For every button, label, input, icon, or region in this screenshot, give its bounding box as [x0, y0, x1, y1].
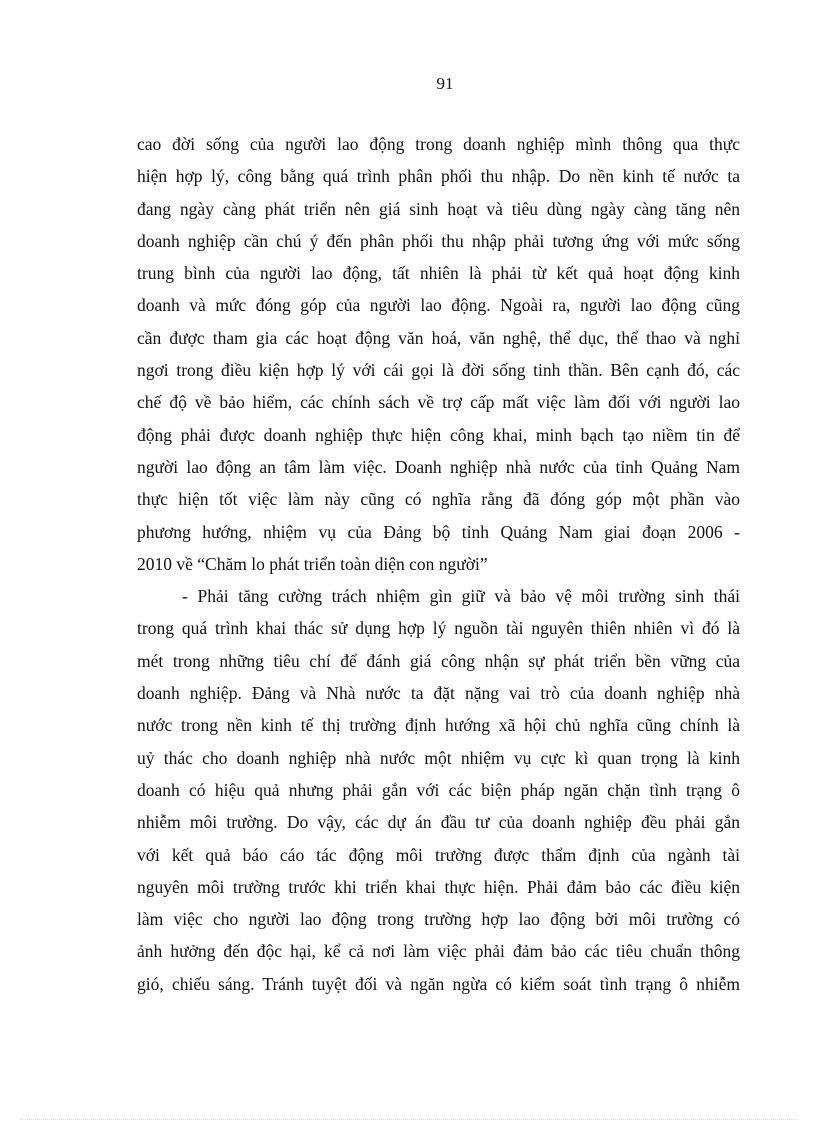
text-line: doanh và mức đóng góp của người lao động. Ngoài ra, người lao động cũng — [137, 295, 740, 316]
text-line: người lao động an tâm làm việc. Doanh nghiệp nhà nước của tỉnh Quảng Nam — [137, 456, 740, 477]
text-line: uỷ thác cho doanh nghiệp nhà nước một nhiệm vụ cực kì quan trọng là kinh — [137, 747, 740, 768]
text-line: chế độ về bảo hiểm, các chính sách về trợ cấp mất việc làm đối với người lao — [137, 392, 740, 413]
text-line: gió, chiếu sáng. Tránh tuyệt đối và ngăn ngừa có kiểm soát tình trạng ô nhiễm — [137, 973, 740, 994]
body-text — [137, 128, 740, 1000]
text-line: trong quá trình khai thác sử dụng hợp lý nguồn tài nguyên thiên nhiên vì đó là — [137, 618, 740, 639]
text-line: - Phải tăng cường trách nhiệm gìn giữ và bảo vệ môi trường sinh thái — [182, 586, 740, 607]
text-line: ngơi trong điều kiện hợp lý với cái gọi là đời sống tinh thần. Bên cạnh đó, các — [137, 360, 740, 381]
text-line: đang ngày càng phát triển nên giá sinh hoạt và tiêu dùng ngày càng tăng nên — [137, 198, 740, 219]
text-line: nguyên môi trường trước khi triển khai thực hiện. Phải đảm bảo các điều kiện — [137, 876, 740, 897]
text-line: doanh nghiệp. Đảng và Nhà nước ta đặt nặng vai trò của doanh nghiệp nhà — [137, 683, 740, 704]
text-line: doanh nghiệp cần chú ý đến phân phối thu nhập phải tương ứng với mức sống — [137, 230, 740, 251]
text-line: hiện hợp lý, công bằng quá trình phân phối thu nhập. Do nền kinh tế nước ta — [137, 166, 740, 187]
text-line: thực hiện tốt việc làm này cũng có nghĩa rằng đã đóng góp một phần vào — [137, 489, 740, 510]
text-line: mét trong những tiêu chí để đánh giá công nhận sự phát triển bền vững của — [137, 650, 740, 671]
page-bottom-rule — [20, 1119, 796, 1120]
text-line: doanh có hiệu quả nhưng phải gắn với các biện pháp ngăn chặn tình trạng ô — [137, 779, 740, 800]
text-line: với kết quả báo cáo tác động môi trường được thẩm định của ngành tài — [137, 844, 740, 865]
text-line: nhiễm môi trường. Do vậy, các dự án đầu tư của doanh nghiệp đều phải gắn — [137, 812, 740, 833]
text-line: động phải được doanh nghiệp thực hiện công khai, minh bạch tạo niềm tin để — [137, 424, 740, 445]
text-line: ảnh hưởng đến độc hại, kể cả nơi làm việc phải đảm bảo các tiêu chuẩn thông — [137, 941, 740, 962]
text-line: nước trong nền kinh tế thị trường định hướng xã hội chủ nghĩa cũng chính là — [137, 715, 740, 736]
text-line: phương hướng, nhiệm vụ của Đảng bộ tỉnh Quảng Nam giai đoạn 2006 - — [137, 521, 740, 542]
text-line: 2010 về “Chăm lo phát triển toàn diện con người” — [137, 553, 488, 574]
text-line: làm việc cho người lao động trong trường hợp lao động bởi môi trường có — [137, 909, 740, 930]
text-line: cần được tham gia các hoạt động văn hoá, văn nghệ, thể dục, thể thao và nghỉ — [137, 327, 740, 348]
text-line: cao đời sống của người lao động trong doanh nghiệp mình thông qua thực — [137, 134, 740, 154]
text-line: trung bình của người lao động, tất nhiên là phải từ kết quả hoạt động kinh — [137, 263, 740, 284]
page-number: 91 — [436, 74, 454, 93]
